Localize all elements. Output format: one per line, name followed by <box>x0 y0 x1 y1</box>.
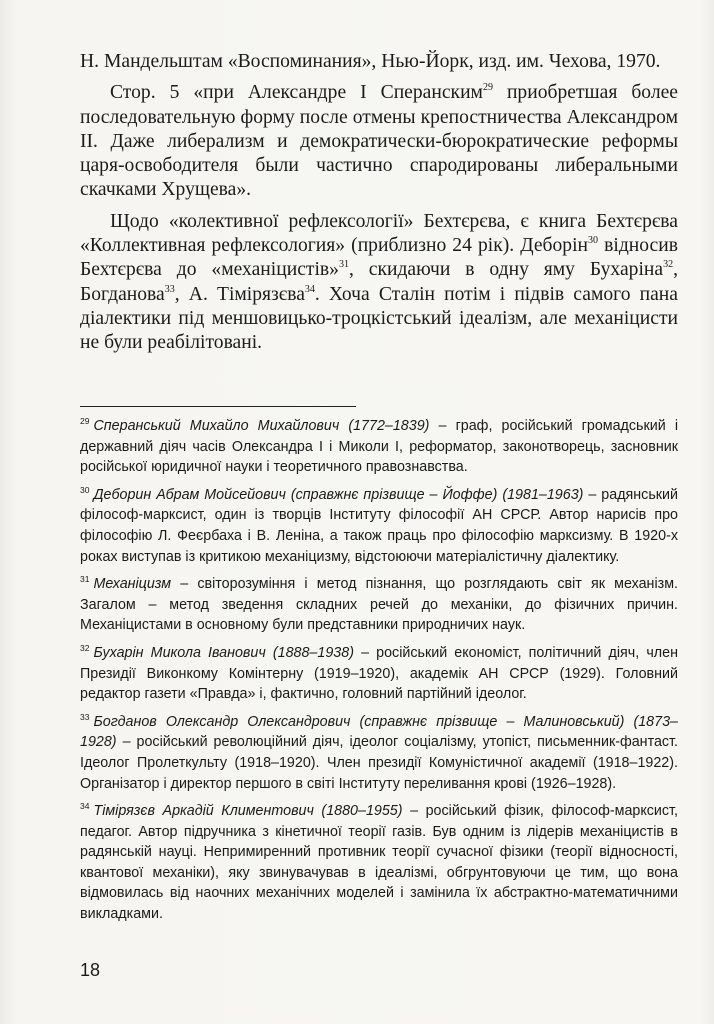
footnote-34 <box>80 801 678 925</box>
footnote-text: – російський революційний діяч, ідеолог соціалізму, утопіст, письменник-фантаст. Ідеолог Пролеткульту (1918–1920). Член президії Комуністичної академії (1918–1922). Організатор і директор першого в світі Інституту переливання крові (1926–1928). <box>80 734 678 792</box>
footnote-number: 31 <box>80 574 90 585</box>
paragraph-reflexology <box>80 210 678 356</box>
footnote-term: Деборин Абрам Мойсейович (справжнє прізвище – Йоффе) (1981–1963) <box>93 486 584 503</box>
footnote-number: 30 <box>80 484 90 495</box>
text-segment: Щодо «колективної рефлексології» Бехтєрєва, є книга Бехтєрєва «Коллективная рефлексология» (приблизно 24 рік). Деборін <box>80 210 678 257</box>
footnote-term: Бухарін Микола Іванович (1888–1938) <box>93 644 354 661</box>
footnote-text: – граф, російський громадський і державний діяч часів Олександра I і Миколи I, реформатор, законотворець, засновник російської юридичної науки і теоретичного правознавства. <box>80 418 678 476</box>
citation-text: Н. Мандельштам «Воспоминания», Нью-Йорк, изд. им. Чехова, 1970. <box>80 51 661 72</box>
footnotes <box>80 416 678 932</box>
text-segment: . Хоча Сталін потім і підвів самого пана діалектики під меншовицько-троцкістський ідеалізм, але механіцисти не були реабілітовані. <box>80 283 678 354</box>
footnote-text: – російський фізик, філософ-марксист, педагог. Автор підручника з кінетичної теорії газів. Був одним із лідерів механіцистів в радянській науці. Непримиренний противник теорії сучасної фізики (теорії відносності, квантової механіки), яку звинувачував в ідеалізмі, обгрунтовуючи це тим, що вона відмовилась від наочних механічних моделей і замінила їх абстрактно-математичними викладками. <box>80 803 678 923</box>
footnote-ref-30[interactable]: 30 <box>588 235 599 247</box>
quote-text-end: приобретшая более последовательную форму после отмены крепостничества Александром II. Даже либерализм и демократически-бюрократические реформы царя-освободителя были частично спародированы либеральными скачками Хрущева». <box>80 82 678 201</box>
main-text <box>80 50 678 363</box>
footnote-separator <box>80 406 356 407</box>
footnote-ref-34[interactable]: 34 <box>304 283 315 295</box>
footnote-ref-33[interactable]: 33 <box>164 283 175 295</box>
footnote-32 <box>80 643 678 705</box>
footnote-ref-31[interactable]: 31 <box>338 259 349 271</box>
footnote-33 <box>80 712 678 794</box>
footnote-31 <box>80 574 678 636</box>
footnote-term: Тімірязєв Аркадій Климентович (1880–1955) <box>93 803 403 820</box>
text-segment: , А. Тімірязєва <box>174 283 305 305</box>
paragraph-citation <box>80 50 678 74</box>
footnote-number: 32 <box>80 642 90 653</box>
page-number: 18 <box>80 960 101 980</box>
quote-text-start: Стор. 5 «при Александре I Сперанским <box>110 82 483 104</box>
footnote-ref-29[interactable]: 29 <box>482 82 493 94</box>
text-segment: відносив Бехтєрєва до «механіцистів» <box>80 235 678 281</box>
footnote-number: 33 <box>80 711 90 722</box>
footnote-number: 34 <box>80 801 90 812</box>
text-segment: , скидаючи в одну яму Бухаріна <box>348 259 664 281</box>
footnote-term: Сперанський Михайло Михайлович (1772–1839) <box>93 418 430 434</box>
paragraph-quote <box>80 81 678 202</box>
text-segment: , Богданова <box>80 259 678 305</box>
footnote-term: Механіцизм <box>93 576 172 593</box>
footnote-number: 29 <box>80 416 90 426</box>
footnote-ref-32[interactable]: 32 <box>663 259 674 271</box>
footnote-29 <box>80 416 678 478</box>
footnote-text: – російський економіст, політичний діяч, член Президії Виконкому Комінтерну (1919–1920), академік АН СРСР (1929). Головний редактор газети «Правда» і, фактично, головний партійний ідеолог. <box>80 644 678 703</box>
footnote-text: – радянський філософ-марксист, один із творців Інституту філософії АН СРСР. Автор нарисів про філософію Л. Феєрбаха і В. Леніна, а також праць про філософію марксизму. В 1920-х роках виступав із критикою механіцизму, відстоюючи матеріалістичну діалектику. <box>80 486 678 565</box>
footnote-30 <box>80 485 678 567</box>
footnote-term: Богданов Олександр Олександрович (справжнє прізвище – Малиновський) (1873–1928) <box>80 713 678 751</box>
footnote-text: – світорозуміння і метод пізнання, що розглядають світ як механізм. Загалом – метод зведення складних речей до механіки, до фізичних причин. Механіцистами в основному були представники природничих наук. <box>80 576 678 634</box>
